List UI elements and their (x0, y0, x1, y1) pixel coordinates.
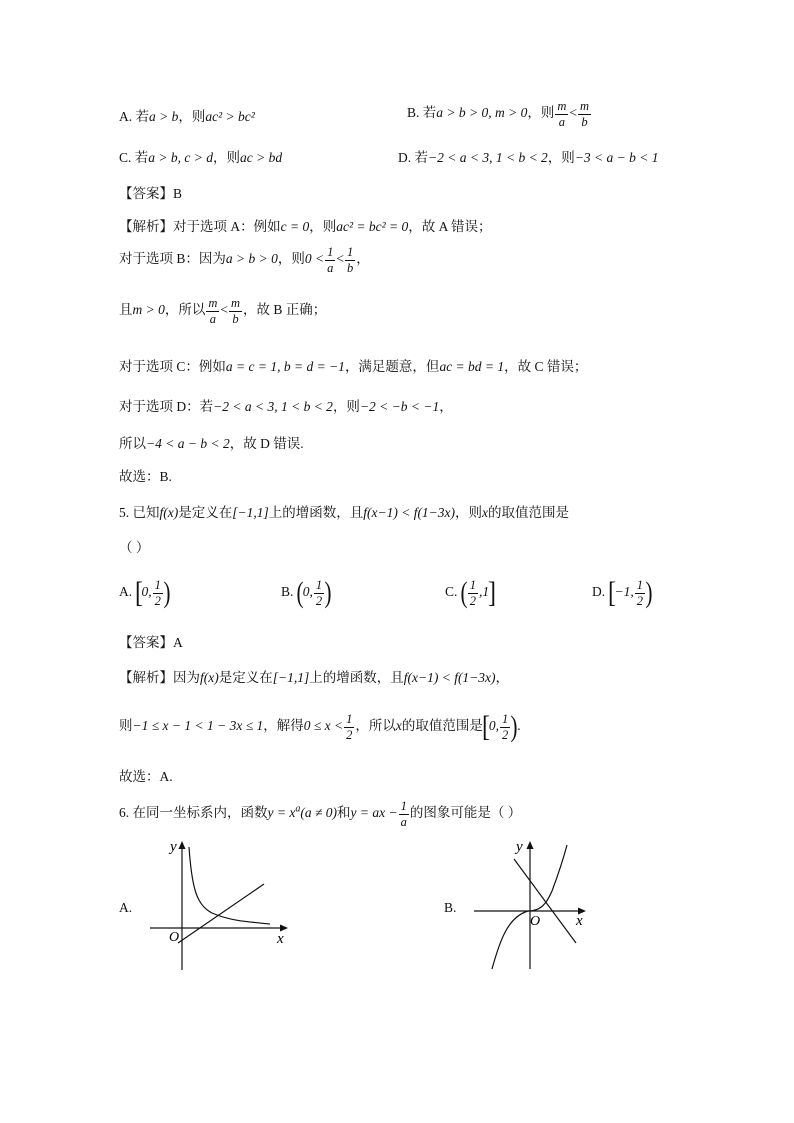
q4-option-c: C. 若a > b, c > d，则ac > bd (119, 150, 283, 165)
q4-analysis-line-2: 对于选项 B：因为a > b > 0，则0 < $\frac{1}{a}$ < $\frac{1}{b}$ ， (119, 245, 370, 275)
q5-choose: 故选：A. (119, 769, 173, 784)
q4-analysis-line-1: 【解析】对于选项 A：例如c = 0，则ac² = bc² = 0，故 A 错误； (119, 219, 492, 234)
graph-b-origin: O (530, 914, 541, 929)
graph-a-origin: O (169, 930, 180, 945)
q6-stem: 6. 在同一坐标系内，函数$y = x^a(a \ne 0)$和y = ax − $\frac{1}{a}$ 的图象可能是（ ） (119, 799, 522, 829)
graph-b-y-label: y (516, 839, 523, 855)
q5-blank: （ ） (119, 540, 150, 555)
q5-analysis-line-2: 则−1 ≤ x − 1 < 1 − 3x ≤ 1，解得0 ≤ x < $\frac{1}{2}$ ，所以x的取值范围是[0, $\frac{1}{2}$ ). (119, 710, 521, 743)
graph-a-line (178, 884, 264, 943)
q5-option-a: A. [0, $\frac{1}{2}$ ) (119, 576, 171, 609)
q4-analysis-line-4: 对于选项 C：例如a = c = 1, b = d = −1，满足题意，但ac = bd = 1，故 C 错误； (119, 359, 588, 374)
q5-stem: 5. 已知f(x)是定义在[−1,1]上的增函数，且f(x−1) < f(1−3x)，则x的取值范围是 (119, 505, 570, 520)
q6-graph-a-label: A. (119, 900, 133, 915)
q5-answer: 【答案】A (119, 635, 183, 650)
graph-a-y-arrow (179, 841, 186, 849)
graph-b-y-arrow (527, 841, 534, 849)
q4-analysis-line-5: 对于选项 D：若−2 < a < 3, 1 < b < 2，则−2 < −b < −1， (119, 399, 453, 414)
q6-graph-b-label: B. (444, 900, 457, 915)
graph-a-y-label: y (170, 839, 177, 855)
q5-option-d: D. [−1, $\frac{1}{2}$ ) (592, 576, 653, 609)
q4-option-a: A. 若a > b，则ac² > bc² (119, 109, 255, 124)
q4-option-b: B. 若a > b > 0, m > 0，则 $\frac{m}{a}$ < $\frac{m}{b}$ (407, 99, 590, 129)
q5-option-c: C. ( $\frac{1}{2}$ ,1] (445, 576, 497, 609)
graph-b-x-label: x (576, 913, 583, 929)
q4-option-d: D. 若−2 < a < 3, 1 < b < 2，则−3 < a − b < 1 (398, 150, 659, 165)
q4-answer: 【答案】B (119, 186, 183, 201)
q5-option-b: B. (0, $\frac{1}{2}$ ) (281, 576, 332, 609)
q4-analysis-line-3: 且m > 0，所以 $\frac{m}{a}$ < $\frac{m}{b}$ ，故 B 正确； (119, 296, 327, 326)
q6-graph-a (140, 835, 300, 975)
graph-b-line (514, 859, 576, 943)
q4-choose: 故选：B. (119, 469, 172, 484)
graph-a-power-curve (189, 847, 270, 924)
q5-analysis-line-1: 【解析】因为f(x)是定义在[−1,1]上的增函数，且f(x−1) < f(1−3x)， (119, 670, 510, 685)
q4-analysis-line-6: 所以−4 < a − b < 2，故 D 错误. (119, 436, 304, 451)
graph-a-x-label: x (277, 931, 284, 947)
q6-graph-b (470, 835, 600, 975)
